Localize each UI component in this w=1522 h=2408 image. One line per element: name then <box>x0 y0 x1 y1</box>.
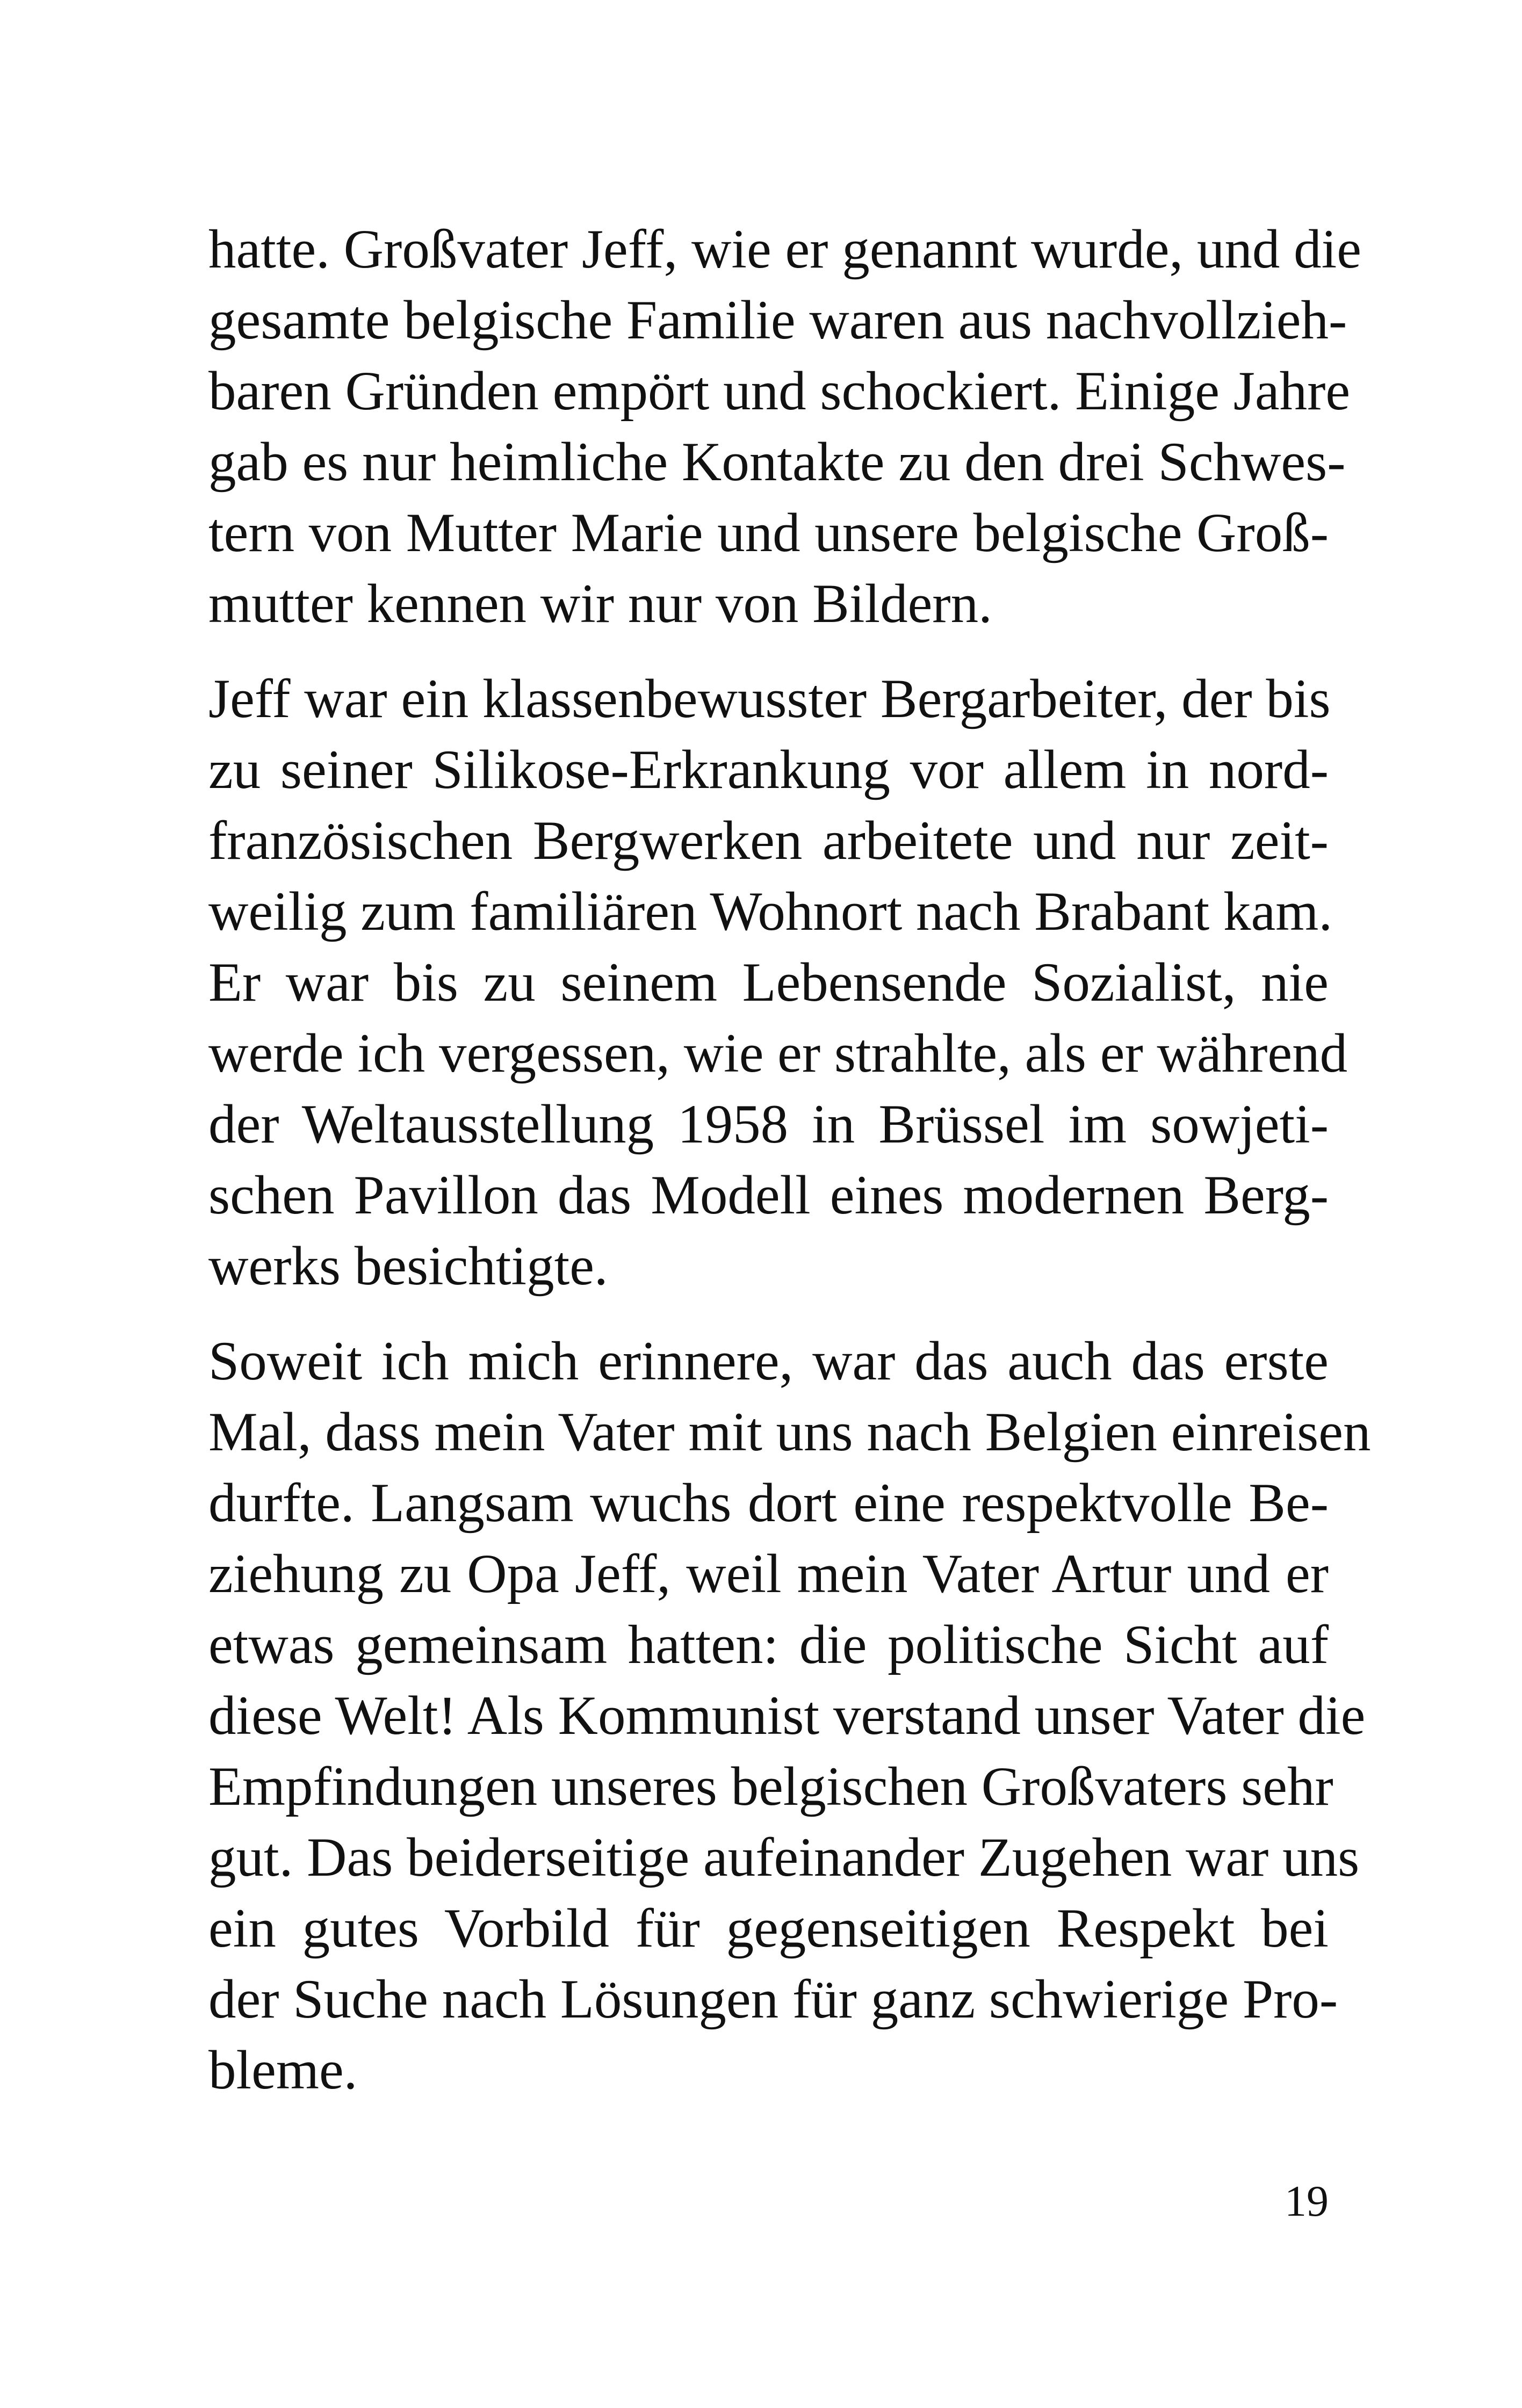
text-line: bleme. <box>208 2040 358 2101</box>
text-line: diese Welt! Als Kommunist verstand unser Vater die <box>208 1685 1366 1746</box>
paragraph-spacer <box>208 639 1329 663</box>
text-line: zu seiner Silikose-Erkrankung vor allem in nord- <box>208 739 1329 800</box>
text-line: ziehung zu Opa Jeff, weil mein Vater Artur und er <box>208 1543 1329 1604</box>
paragraph <box>208 214 1362 639</box>
paragraph <box>208 1326 1371 2106</box>
text-line: Jeff war ein klassenbewusster Bergarbeiter, der bis <box>208 668 1331 729</box>
text-line: Mal, dass mein Vater mit uns nach Belgien einreisen <box>208 1401 1371 1463</box>
paragraph <box>208 663 1348 1301</box>
text-line: mutter kennen wir nur von Bildern. <box>208 573 992 634</box>
text-line: Empfindungen unseres belgischen Großvaters sehr <box>208 1756 1333 1817</box>
text-line: ein gutes Vorbild für gegenseitigen Respekt bei <box>208 1898 1329 1959</box>
text-line: werks besichtigte. <box>208 1235 608 1297</box>
text-line: baren Gründen empört und schockiert. Einige Jahre <box>208 360 1351 422</box>
text-line: schen Pavillon das Modell eines modernen Berg- <box>208 1165 1329 1226</box>
text-line: Soweit ich mich erinnere, war das auch das erste <box>208 1330 1329 1392</box>
text-line: weilig zum familiären Wohnort nach Brabant kam. <box>208 881 1333 942</box>
text-line: französischen Bergwerken arbeitete und nur zeit- <box>208 810 1329 871</box>
text-line: tern von Mutter Marie und unsere belgische Groß- <box>208 502 1329 563</box>
page-number: 19 <box>1285 2176 1329 2225</box>
text-line: Er war bis zu seinem Lebensende Sozialist, nie <box>208 952 1329 1013</box>
text-line: gut. Das beiderseitige aufeinander Zugehen war uns <box>208 1827 1360 1888</box>
text-line: hatte. Großvater Jeff, wie er genannt wurde, und die <box>208 219 1362 280</box>
text-line: der Weltausstellung 1958 in Brüssel im sowjeti- <box>208 1094 1329 1155</box>
text-line: gab es nur heimliche Kontakte zu den drei Schwes- <box>208 431 1346 493</box>
paragraph-spacer <box>208 1301 1329 1326</box>
text-line: der Suche nach Lösungen für ganz schwierige Pro- <box>208 1969 1338 2030</box>
body-text <box>208 214 1371 2106</box>
text-line: durfte. Langsam wuchs dort eine respektvolle Be- <box>208 1472 1329 1534</box>
text-line: werde ich vergessen, wie er strahlte, als er während <box>208 1023 1348 1084</box>
text-line: etwas gemeinsam hatten: die politische Sicht auf <box>208 1614 1329 1675</box>
text-line: gesamte belgische Familie waren aus nachvollzieh- <box>208 290 1347 351</box>
